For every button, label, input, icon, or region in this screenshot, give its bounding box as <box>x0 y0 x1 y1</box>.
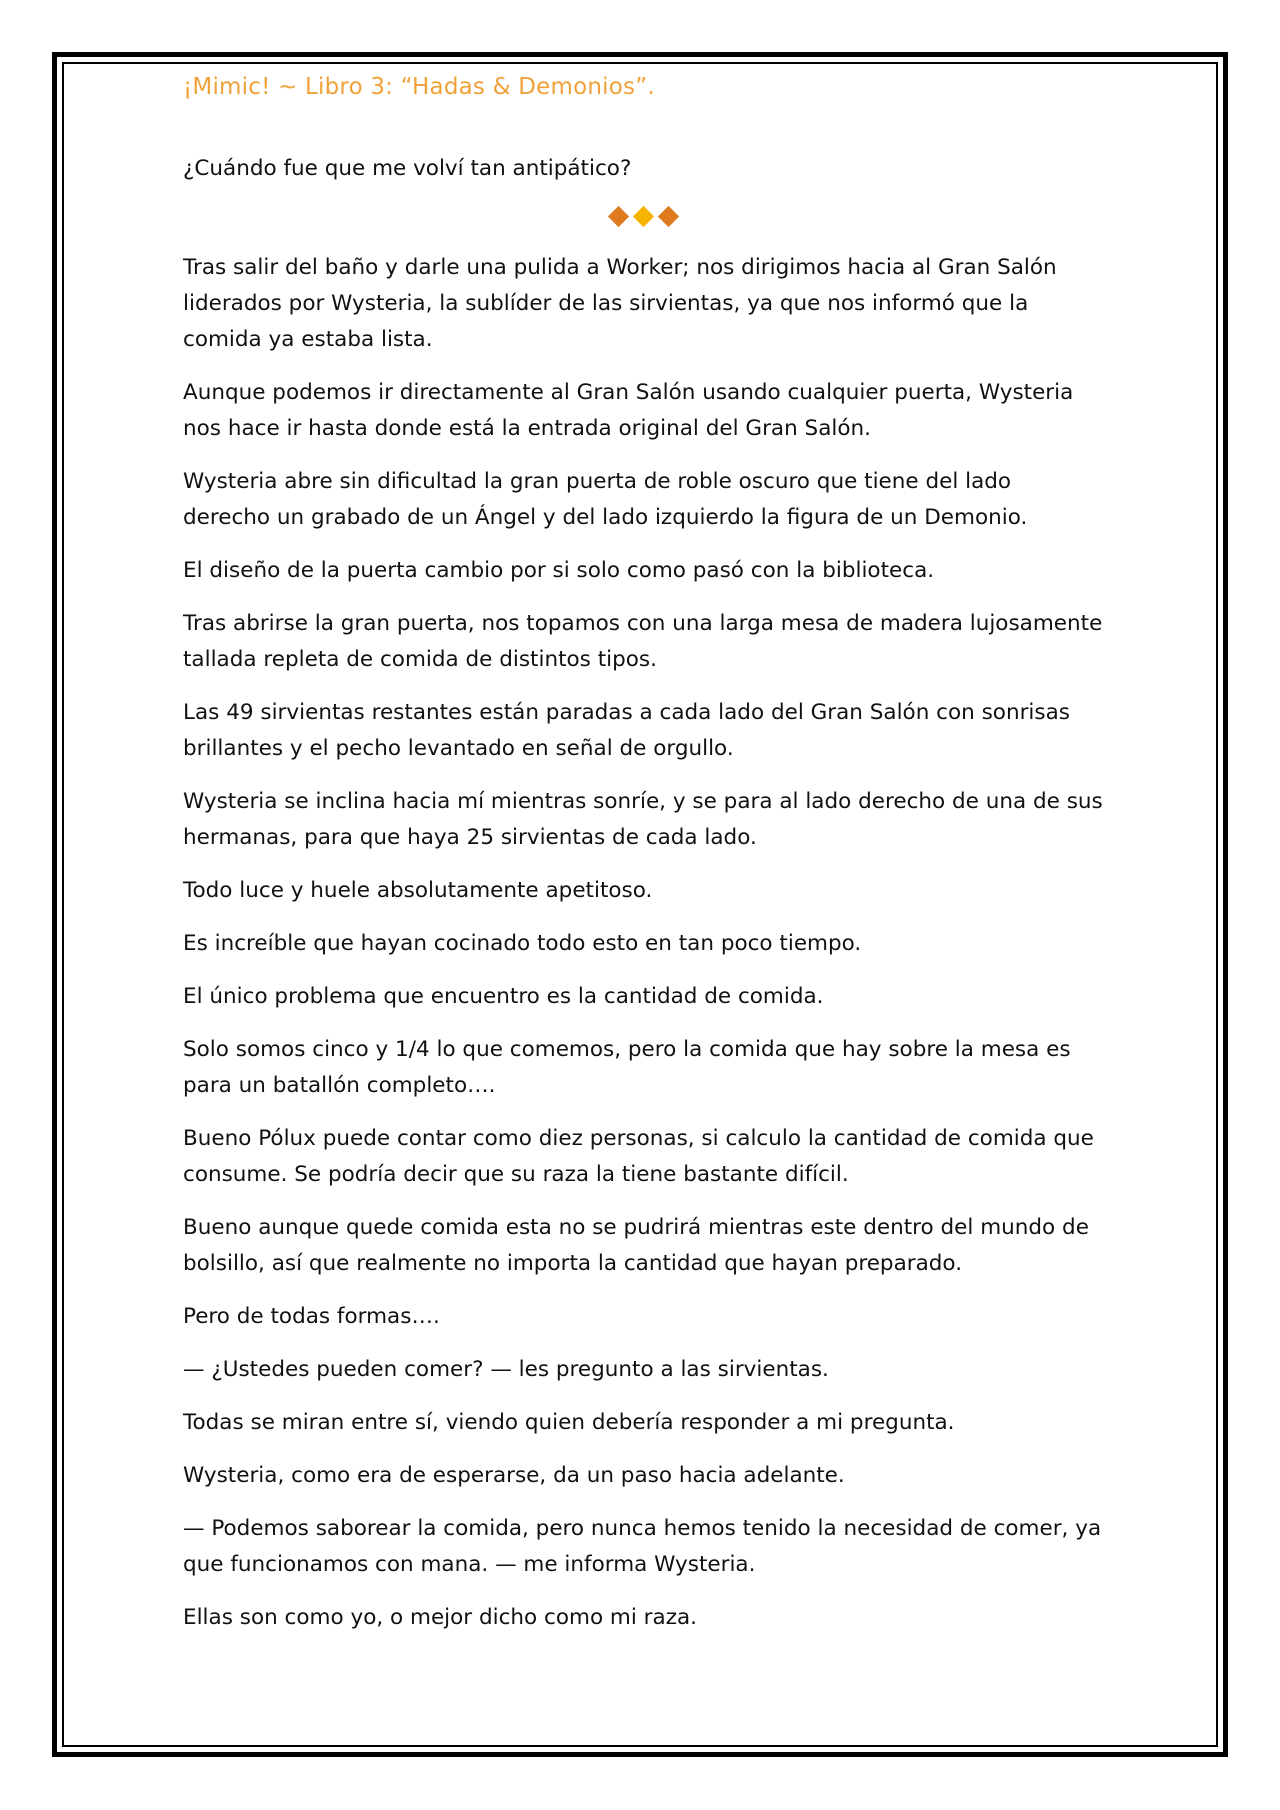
paragraph: Las 49 sirvientas restantes están paradas a cada lado del Gran Salón con sonrisas brillantes y el pecho levantado en señal de orgullo. <box>183 700 1070 761</box>
paragraph: Bueno aunque quede comida esta no se pudrirá mientras este dentro del mundo de bolsillo, así que realmente no importa la cantidad que hayan preparado. <box>183 1215 1089 1276</box>
paragraph: Aunque podemos ir directamente al Gran Salón usando cualquier puerta, Wysteria nos hace ir hasta donde está la entrada original del Gran Salón. <box>183 380 1074 441</box>
book-header-title: ¡Mimic! ~ Libro 3: “Hadas & Demonios”. <box>183 74 655 100</box>
diamond-icon <box>607 205 628 226</box>
paragraph: El único problema que encuentro es la cantidad de comida. <box>183 984 824 1009</box>
paragraph: Wysteria abre sin dificultad la gran puerta de roble oscuro que tiene del lado derecho un grabado de un Ángel y del lado izquierdo la figura de un Demonio. <box>183 469 1028 530</box>
paragraph: Tras abrirse la gran puerta, nos topamos con una larga mesa de madera lujosamente tallada repleta de comida de distintos tipos. <box>183 611 1103 672</box>
diamond-icon <box>657 205 678 226</box>
paragraph: Solo somos cinco y 1/4 lo que comemos, pero la comida que hay sobre la mesa es para un batallón completo…. <box>183 1037 1071 1098</box>
paragraph: Wysteria se inclina hacia mí mientras sonríe, y se para al lado derecho de una de sus hermanas, para que haya 25 sirvientas de cada lado. <box>183 789 1103 850</box>
scene-separator <box>183 199 1103 233</box>
paragraph: Todas se miran entre sí, viendo quien debería responder a mi pregunta. <box>183 1410 955 1435</box>
paragraph: Pero de todas formas…. <box>183 1304 440 1329</box>
paragraph: Es increíble que hayan cocinado todo esto en tan poco tiempo. <box>183 931 862 956</box>
diamond-icon <box>632 205 653 226</box>
paragraph: Bueno Pólux puede contar como diez personas, si calculo la cantidad de comida que consume. Se podría decir que su raza la tiene bastante difícil. <box>183 1126 1094 1187</box>
paragraph: Todo luce y huele absolutamente apetitoso. <box>183 878 653 903</box>
paragraph: ¿Cuándo fue que me volví tan antipático? <box>183 156 632 181</box>
chapter-text <box>183 151 1103 1653</box>
dialogue-line: — ¿Ustedes pueden comer? — les pregunto a las sirvientas. <box>183 1357 829 1382</box>
paragraph: Wysteria, como era de esperarse, da un paso hacia adelante. <box>183 1463 845 1488</box>
paragraph: Tras salir del baño y darle una pulida a Worker; nos dirigimos hacia al Gran Salón liderados por Wysteria, la sublíder de las sirvientas, ya que nos informó que la comida ya estaba lista. <box>183 255 1057 352</box>
dialogue-line: — Podemos saborear la comida, pero nunca hemos tenido la necesidad de comer, ya que funcionamos con mana. — me informa Wysteria. <box>183 1516 1102 1577</box>
paragraph: El diseño de la puerta cambio por si solo como pasó con la biblioteca. <box>183 558 935 583</box>
paragraph: Ellas son como yo, o mejor dicho como mi raza. <box>183 1605 697 1630</box>
